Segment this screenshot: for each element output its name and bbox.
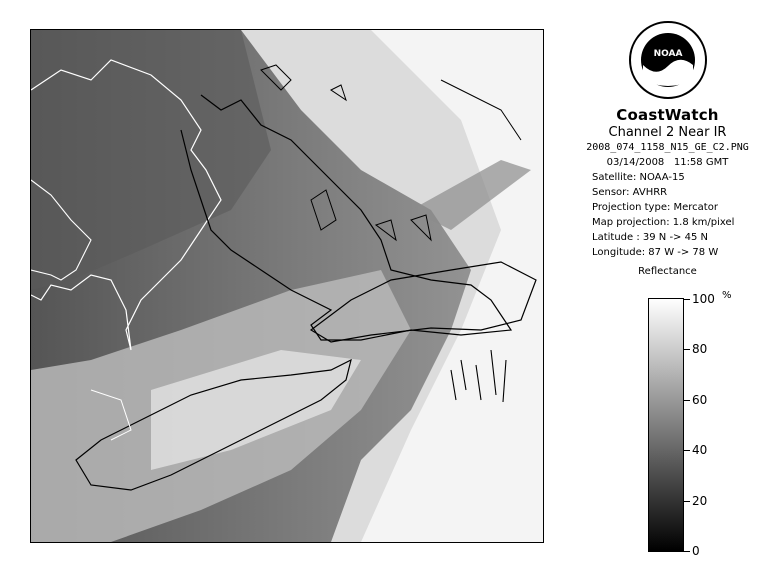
colorbar-tick-label: 100 <box>692 292 715 306</box>
colorbar <box>648 298 684 552</box>
map-svg <box>31 30 543 542</box>
sensor-label: Sensor: AVHRR <box>592 187 668 198</box>
colorbar-unit: % <box>722 290 732 301</box>
colorbar-tick-mark <box>684 349 690 350</box>
filename-label: 2008_074_1158_N15_GE_C2.PNG <box>586 142 749 153</box>
datetime-label <box>560 155 775 170</box>
colorbar-tick-label: 60 <box>692 393 708 407</box>
longitude-label: Longitude: 87 W -> 78 W <box>592 247 719 258</box>
colorbar-tick-label: 80 <box>692 342 708 356</box>
projection-type-label: Projection type: Mercator <box>592 202 718 213</box>
map-projection-label: Map projection: 1.8 km/pixel <box>592 217 735 228</box>
channel-label: Channel 2 Near IR <box>608 125 727 140</box>
colorbar-tick-mark <box>684 450 690 451</box>
colorbar-tick-mark <box>684 551 690 552</box>
colorbar-tick-mark <box>684 501 690 502</box>
colorbar-tick-label: 40 <box>692 443 708 457</box>
colorbar-tick-mark <box>684 299 690 300</box>
logo-center-text: NOAA <box>653 49 682 59</box>
colorbar-title: Reflectance <box>638 266 697 277</box>
app-title: CoastWatch <box>616 106 719 124</box>
time-text: 11:58 GMT <box>673 157 729 168</box>
colorbar-tick-label: 20 <box>692 494 708 508</box>
noaa-logo <box>628 20 708 100</box>
info-panel <box>560 20 775 277</box>
colorbar-tick-mark <box>684 400 690 401</box>
date-text: 03/14/2008 <box>606 157 665 168</box>
satellite-label: Satellite: NOAA-15 <box>592 172 685 183</box>
satellite-image-map <box>30 29 544 543</box>
latitude-label: Latitude : 39 N -> 45 N <box>592 232 708 243</box>
colorbar-tick-label: 0 <box>692 544 700 558</box>
